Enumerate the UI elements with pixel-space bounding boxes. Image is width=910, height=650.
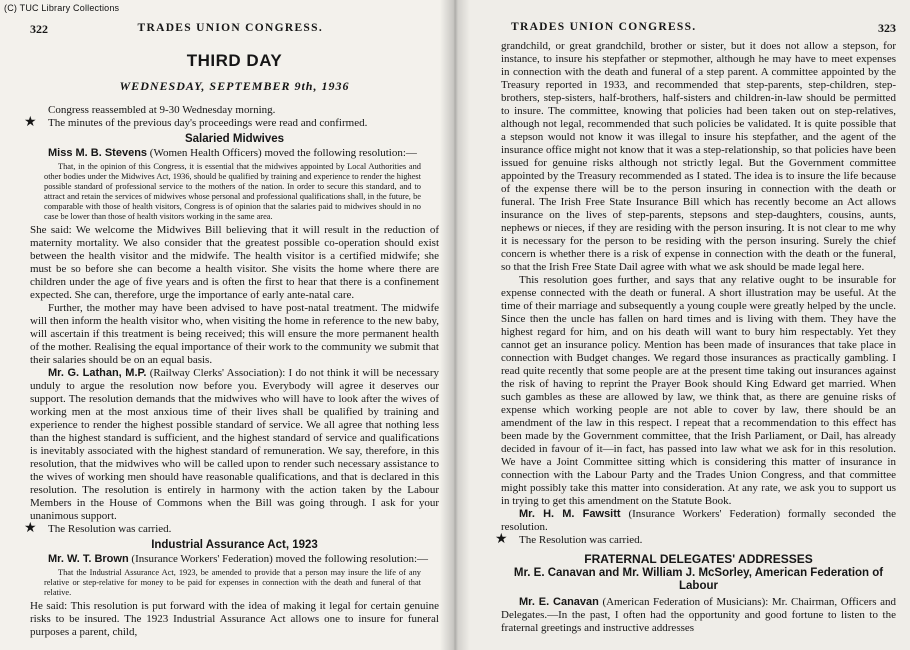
speaker-lathan: Mr. G. Lathan, M.P. [48, 367, 147, 379]
right-running-title: TRADES UNION CONGRESS. [511, 21, 697, 33]
speaker-brown: Mr. W. T. Brown [48, 553, 129, 565]
lathan-text: (Railway Clerks' Association): I do not think it will be necessary unduly to argue the resolution now before you. Everybody will agree it deserves our support. The resolution demands that the midwives who will have to look after the wives of working men at the most anxious time of their lives shall be qualified by training and experience to render the highest possible standard of service. We all agree that nothing less than the highest standard is sufficient, and the highest standard of service and qualifications is inevitably associated with the highest standard of remuneration. We say, therefore, in this resolution, that the midwives who will be called upon to render such necessary assistance to the wives of working men should have reasonable qualifications, and that is declared in this resolution. The resolution is entirely in harmony with the action taken by the Labour Members in the House of Commons when the Bill was going through. I ask for your unanimous support. [30, 367, 439, 522]
paragraph-she-said: She said: We welcome the Midwives Bill believing that it will result in the reduction of maternity mortality. We also consider that the greatest possible co-operation should exist between the health visitor and the midwife. The health visitor is a certified midwife; she must be so before she can become a health visitor. She visits the home where there are children under the age of five years and is often the first to hear that there is a confinement expected. She can, therefore, urge the importance of early ante-natal care. [30, 224, 439, 301]
carried-text-1: The Resolution was carried. [48, 523, 172, 535]
star-icon: ★ [24, 521, 37, 536]
paragraph-stevens [30, 147, 439, 160]
paragraph-further: Further, the mother may have been advised to have post-natal treatment. The midwife will then inform the health visitor who, when visiting the home in reference to the new baby, will ascertain if this treatment is being received; this will ensure the more permanent health of the mother. Realising the equal importance of their work to the community we submit that their salaries should be on an equal basis. [30, 302, 439, 366]
left-page-number: 322 [30, 22, 48, 36]
day-heading: THIRD DAY [186, 51, 283, 70]
book-gutter-shadow [440, 0, 470, 650]
resolution-assurance: That the Industrial Assurance Act, 1923, be amended to provide that a person may insure the life of any relative or step-relative for money to be paid for expenses in connection with the death and funeral of that relative. [44, 568, 421, 597]
minutes-text: The minutes of the previous day's proceedings were read and confirmed. [48, 117, 368, 129]
left-running-head [30, 22, 439, 41]
paragraph-minutes [24, 115, 439, 130]
paragraph-canavan [501, 596, 896, 635]
paragraph-he-said: He said: This resolution is put forward with the idea of making it legal for certain genuine risks to be insured. The 1923 Industrial Assurance Act allows one to insure for funeral purposes a parent, child, [30, 600, 439, 638]
paragraph-fawsitt [501, 508, 896, 534]
section-heading-fraternal: FRATERNAL DELEGATES' ADDRESSES [584, 552, 813, 566]
section-heading-midwives: Salaried Midwives [184, 133, 285, 145]
right-page [455, 0, 910, 650]
left-running-title: TRADES UNION CONGRESS. [137, 22, 323, 34]
star-icon: ★ [495, 532, 508, 547]
stevens-text: (Women Health Officers) moved the following resolution:— [147, 147, 417, 159]
paragraph-continued: grandchild, or great grandchild, brother or sister, but it does not allow a stepson, for instance, to insure his stepfather or stepmother, although he may have to meet expenses in connection with the death and funeral of a step parent. A committee appointed by the Treasury reported in 1933, and recommended that step-parents, step-children, step-brothers, step-sisters, half-brothers, half-sisters and children-in-law should be permitted to insure. The committee, knowing that policies had been taken out on step-relatives, although not legal, recommended that such policies be validated. It is quite possible that a stepson would not know it was illegal to insure his stepfather, and the agent of the insurance office might not know that it was a step-relationship, so that policies have been issued for genuine risks although not strictly legal. But the Government committee appointed by the Treasury recommended as I stated. The idea is to insure the life because of the expense there will be to the person insuring in connection with the death or funeral. The Irish Free State Insurance Bill which has recently become an Act allows insurance on the lives of step-parents, stepsons and step-daughters, cousins, aunts, nephews or nieces, if they are residing with the person insuring. It is not clear to me why it is necessary for the person to be residing with the person insuring. Surely the chief concern is whether there is a risk of expense in connection with the death or the funeral, so that the Irish Free State Dail agree with what we ask should be made legal here. [501, 40, 896, 273]
section-heading-insurance: Industrial Assurance Act, 1923 [151, 539, 318, 551]
paragraph-lathan [30, 367, 439, 523]
resolution-midwives: That, in the opinion of this Congress, it is essential that the midwives appointed by Local Authorities and other bodies under the Midwives Act, 1936, should be qualified by training and experience to render the highest possible standard of professional service to the mothers of the nation. In order to secure this standard, and to attract and retain the services of midwives whose personal and professional qualifications shall, in the future, be comparable with those of health visitors, Congress is of opinion that the salaries paid to midwives should in no case be lower than those of health visitors working in the same area. [44, 162, 421, 221]
right-running-head [501, 21, 896, 40]
right-page-number: 323 [878, 21, 896, 35]
speaker-fawsitt: Mr. H. M. Fawsitt [519, 508, 621, 520]
canavan-text: (American Federation of Musicians): Mr. Chairman, Officers and Delegates.—In the past, I often had the opportunity and good fortune to listen to the fraternal greetings and instructive addresses [501, 596, 896, 634]
section-heading-delegates: Mr. E. Canavan and Mr. William J. McSorley, American Federation of Labour [513, 567, 884, 592]
fawsitt-text: (Insurance Workers' Federation) formally seconded the resolution. [501, 508, 896, 533]
speaker-stevens: Miss M. B. Stevens [48, 147, 148, 159]
speaker-canavan: Mr. E. Canavan [519, 596, 599, 608]
collection-watermark: (C) TUC Library Collections [4, 3, 120, 13]
paragraph-reassembled: Congress reassembled at 9-30 Wednesday morning. [48, 104, 276, 116]
date-line: WEDNESDAY, SEPTEMBER 9th, 1936 [119, 79, 350, 93]
paragraph-resolution-goes: This resolution goes further, and says that any relative ought to be insurable for expense connected with the death or funeral. A short illustration may be useful. At the time of their marriage and subsequently a young couple were greatly helped by the uncle. Since then the uncle has fallen on hard times and is living with them. They have the highest regard for him, and on his death will want to bury him respectably. Yet they cannot get an insurance policy. Mention has been made of insurances that take place in connection with Budget changes. We regard those insurances as practically gambling. I read quite recently that some people are at the present time taking out insurances against the risk of having to reprint the Prayer Book should King Edward get married. When such gambles as these are allowed by law, we think that, as there are genuine risks of expense which working people are not able to cover by law, there should be an amendment of the law in this respect. I repeat that a recommendation to this effect has been made by the Government committee, that the Irish Parliament, or Dail, has already decided in favour of it—in fact, has passed into law what we ask for in this resolution. We have a Joint Committee sitting which is considering this matter of insurance in connection with the Labour Party and the Trades Union Congress, and that committee might possibly take this matter into consideration. At any rate, we ask you to support us in trying to get this amendment on the Statute Book. [501, 274, 896, 507]
star-icon: ★ [24, 115, 37, 130]
brown-text: (Insurance Workers' Federation) moved the following resolution:— [128, 553, 429, 565]
carried-text-2: The Resolution was carried. [519, 534, 643, 546]
paragraph-carried-2 [495, 532, 896, 547]
paragraph-brown [30, 553, 439, 566]
paragraph-carried-1 [24, 521, 439, 536]
